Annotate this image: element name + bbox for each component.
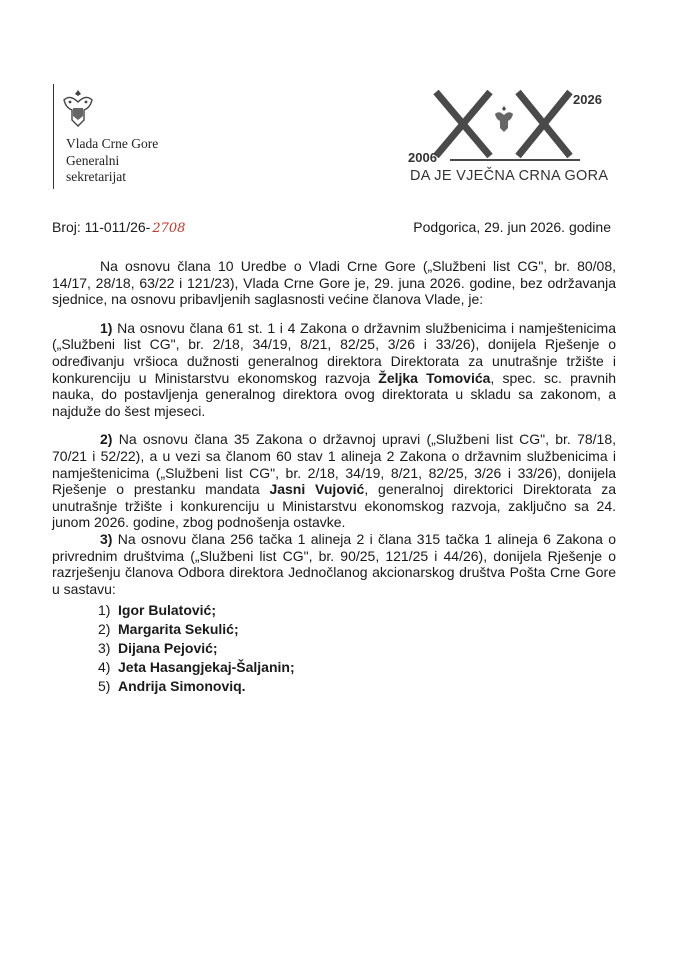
item-number: 1): [100, 319, 113, 336]
item-person-name: Jasni Vujović: [269, 481, 365, 498]
logo-year-start: 2006: [408, 150, 437, 165]
document-number-label: Broj: 11-011/26-: [52, 219, 151, 235]
member-name: Dijana Pejović;: [118, 640, 218, 657]
item-text: Na osnovu člana 61 st. 1 i 4 Zakona o državnim službenicima i namještenicima („Službeni list CG", br. 2/18, 34/19, 8/21, 82/25, 3/26 i 33/26), donijela Rješenje o određivanju vršioca dužnosti generalnog direktora Direktorata za unutrašnje tržište i konkurenciju u Ministarstvu ekonomskog razvoja: [52, 319, 616, 386]
list-item: 4) Jeta Hasangjekaj-Šaljanin;: [98, 659, 295, 676]
list-item: 1) Igor Bulatović;: [98, 602, 217, 619]
logo-year-end: 2026: [573, 92, 602, 107]
org-line-2: Generalni: [66, 152, 120, 168]
item-text: Na osnovu člana 256 tačka 1 alineja 2 i člana 315 tačka 1 alineja 6 Zakona o privrednim društvima („Službeni list CG", br. 90/25, 121/25 i 44/26), donijela Rješenje o razrješenju članova Odbora direktora Jednočlanog akcionarskog društva Pošta Crne Gore u sastavu:: [52, 530, 616, 597]
list-item: 2) Margarita Sekulić;: [98, 621, 239, 638]
item-text: Na osnovu člana 35 Zakona o državnoj upravi („Službeni list CG", br. 78/18, 70/21 i 52/22), a u vezi sa članom 60 stav 1 alineja 2 Zakona o državnim službenicima i namještenicima („Službeni list CG", br. 2/18, 34/19, 8/21, 82/25, 3/26 i 33/26), donijela Rješenje o prestanku mandata: [52, 431, 616, 498]
header-divider: [53, 84, 54, 189]
document-date: Podgorica, 29. jun 2026. godine: [413, 219, 611, 235]
item-3: [52, 531, 616, 597]
logo-motto: DA JE VJEČNA CRNA GORA: [410, 168, 609, 184]
document-number-handwritten: 2708: [152, 221, 186, 236]
organization-name: [66, 136, 158, 186]
org-line-3: sekretarijat: [66, 169, 126, 184]
list-item: 5) Andrija Simonoviq.: [98, 678, 246, 695]
item-1: [52, 320, 616, 420]
item-person-name: Željka Tomovića: [378, 369, 491, 386]
item-number: 3): [100, 530, 113, 547]
coat-of-arms-icon: [60, 88, 96, 128]
member-name: Andrija Simonoviq.: [118, 678, 246, 695]
list-item: 3) Dijana Pejović;: [98, 640, 218, 657]
item-number: 2): [100, 431, 113, 448]
intro-paragraph: Na osnovu člana 10 Uredbe o Vladi Crne Gore („Službeni list CG", br. 80/08, 14/17, 28/18, 63/22 i 121/23), Vlada Crne Gore je, 29. juna 2026. godine, bez održavanja sjednice, na osnovu pribavljenih saglasnosti većine članova Vlade, je:: [52, 258, 616, 308]
document-number: [52, 219, 185, 236]
item-text-after: , spec. sc. pravnih nauka, do postavljenja generalnog direktora ovog direktorata u skladu sa zakonom, a najduže do šest mjeseci.: [52, 369, 616, 419]
document-body: [52, 258, 616, 696]
item-2: [52, 431, 616, 531]
org-line-1: Vlada Crne Gore: [66, 136, 159, 151]
item-text-after: , generalnoj direktorici Direktorata za unutrašnje tržište i konkurenciju u Ministarstvu ekonomskog razvoja, zaključno sa 24. junom 2026. godine, zbog podnošenja ostavke.: [52, 481, 616, 531]
board-members-list: [52, 601, 616, 696]
member-name: Margarita Sekulić;: [118, 621, 239, 638]
member-name: Igor Bulatović;: [118, 602, 217, 619]
member-name: Jeta Hasangjekaj-Šaljanin;: [118, 659, 295, 676]
